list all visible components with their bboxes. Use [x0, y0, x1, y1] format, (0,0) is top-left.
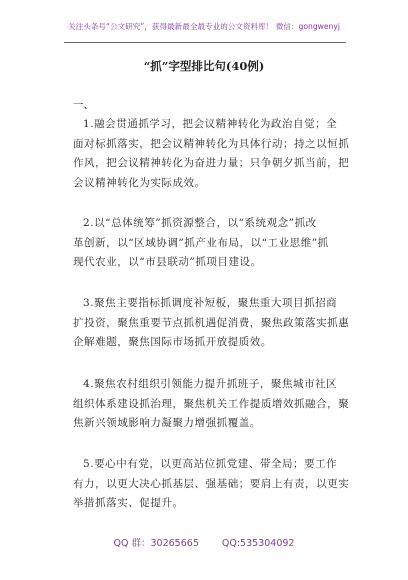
document-title: “抓”字型排比句(40例) [143, 59, 265, 73]
footer-qq-group: QQ 群：30265665 [113, 538, 199, 549]
paragraph-line: 5.要心中有党，以更高站位抓党建、带全局；要工作 [83, 458, 338, 470]
paragraph-line: 现代农业，以“市县联动”抓项目建设。 [73, 256, 262, 268]
paragraph-line: 1.融会贯通抓学习，把会议精神转化为政治自觉；全 [83, 118, 338, 130]
paragraph-line: 有力，以更大决心抓基层、强基础；要肩上有责，以更实 [73, 477, 350, 490]
header-banner: 关注头条号“公文研究”，获得最新最全最专业的公文资料库！ 微信：gongwenyj [68, 22, 340, 31]
paragraph-line: 4.聚焦农村组织引领能力提升抓班子，聚焦城市社区 [83, 378, 338, 390]
paragraph-3 [73, 294, 353, 353]
paragraph-line: 会议精神转化为实际成效。 [73, 176, 206, 189]
paragraph-line: 面对标抓落实，把会议精神转化为具体行动；持之以恒抓 [73, 137, 350, 150]
paragraph-line: 作风，把会议精神转化为奋进力量；只争朝夕抓当前，把 [73, 157, 350, 169]
paragraph-4 [73, 375, 353, 434]
paragraph-line: 举措抓落实、促提升。 [73, 497, 184, 509]
paragraph-1 [73, 115, 353, 193]
paragraph-line: 组织体系建设抓治理，聚焦机关工作提质增效抓融合，聚 [73, 397, 350, 410]
paragraph-2 [73, 214, 353, 273]
paragraph-line: 3.聚焦主要指标抓调度补短板，聚焦重大项目抓招商 [83, 297, 338, 309]
paragraph-line: 革创新，以“区域协调”抓产业布局，以“工业思维”抓 [73, 236, 329, 249]
paragraph-line: 扩投资，聚焦重要节点抓机遇促消费，聚焦政策落实抓惠 [73, 316, 350, 329]
section-heading: 一、 [73, 99, 94, 111]
header-divider [64, 42, 346, 43]
paragraph-line: 企解难题，聚焦国际市场抓开放提质效。 [73, 336, 272, 348]
footer-contact [0, 535, 408, 549]
footer-qq: QQ:535304092 [221, 538, 295, 549]
paragraph-line: 2.以“总体统筹”抓资源整合，以“系统观念”抓改 [83, 217, 317, 229]
paragraph-line: 焦新兴领域影响力凝聚力增强抓覆盖。 [73, 417, 261, 429]
paragraph-5 [73, 455, 353, 514]
